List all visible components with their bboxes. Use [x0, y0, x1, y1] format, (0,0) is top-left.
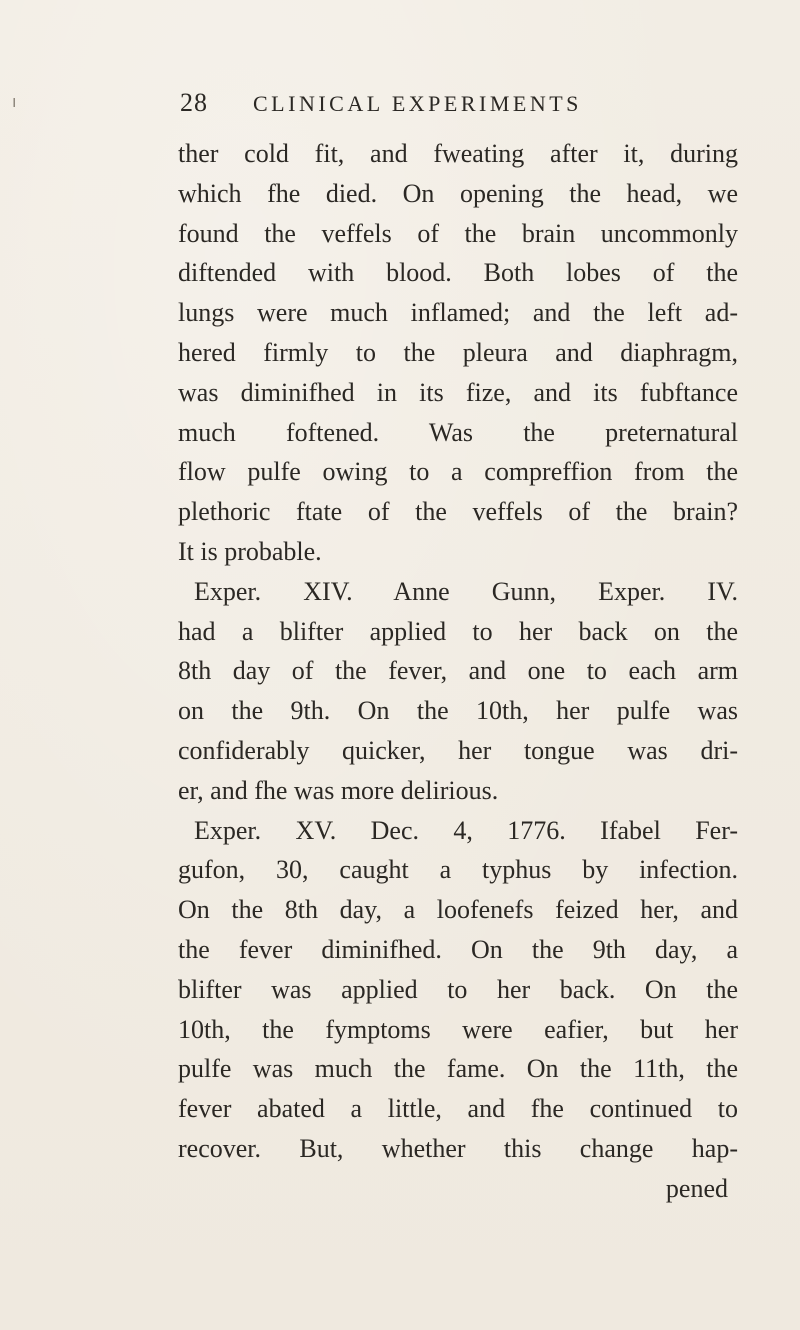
text-line: plethoric ftate of the veffels of the brain?	[178, 497, 738, 527]
page-number: 28	[180, 88, 208, 117]
text-line: diftended with blood. Both lobes of the	[178, 258, 738, 288]
text-line: 8th day of the fever, and one to each arm	[178, 656, 738, 686]
text-line: had a blifter applied to her back on the	[178, 616, 738, 646]
text-line: blifter was applied to her back. On the	[178, 974, 738, 1004]
page-header	[180, 88, 700, 128]
text-line: 10th, the fymptoms were eafier, but her	[178, 1014, 738, 1044]
text-line: lungs were much inflamed; and the left ad-	[178, 298, 738, 328]
text-line: the fever diminifhed. On the 9th day, a	[178, 934, 738, 964]
text-line: recover. But, whether this change hap-	[178, 1133, 738, 1163]
text-line: hered firmly to the pleura and diaphragm,	[178, 337, 738, 367]
text-line: which fhe died. On opening the head, we	[178, 178, 738, 208]
text-line: was diminifhed in its fize, and its fubftance	[178, 377, 738, 407]
catchword: pened	[665, 1173, 728, 1203]
text-line: flow pulfe owing to a compreffion from the	[178, 457, 738, 487]
text-line: found the veffels of the brain uncommonly	[178, 218, 738, 248]
body-text	[178, 134, 738, 1209]
text-line: er, and fhe was more delirious.	[178, 775, 499, 805]
experiment-heading-line: Exper. XIV. Anne Gunn, Exper. IV.	[194, 576, 738, 606]
text-line: much foftened. Was the preternatural	[178, 417, 738, 447]
text-line: ther cold fit, and fweating after it, during	[178, 139, 738, 168]
text-line: gufon, 30, caught a typhus by infection.	[178, 855, 738, 885]
text-line: fever abated a little, and fhe continued to	[178, 1094, 738, 1124]
margin-mark: ı	[12, 92, 17, 111]
text-line: confiderably quicker, her tongue was dri-	[178, 735, 738, 765]
text-line: on the 9th. On the 10th, her pulfe was	[178, 696, 738, 726]
text-line: It is probable.	[178, 536, 322, 566]
text-line: On the 8th day, a loofenefs feized her, and	[178, 895, 738, 925]
experiment-heading-line: Exper. XV. Dec. 4, 1776. Ifabel Fer-	[194, 815, 738, 845]
text-line: pulfe was much the fame. On the 11th, the	[178, 1054, 738, 1084]
running-head: CLINICAL EXPERIMENTS	[253, 91, 582, 116]
